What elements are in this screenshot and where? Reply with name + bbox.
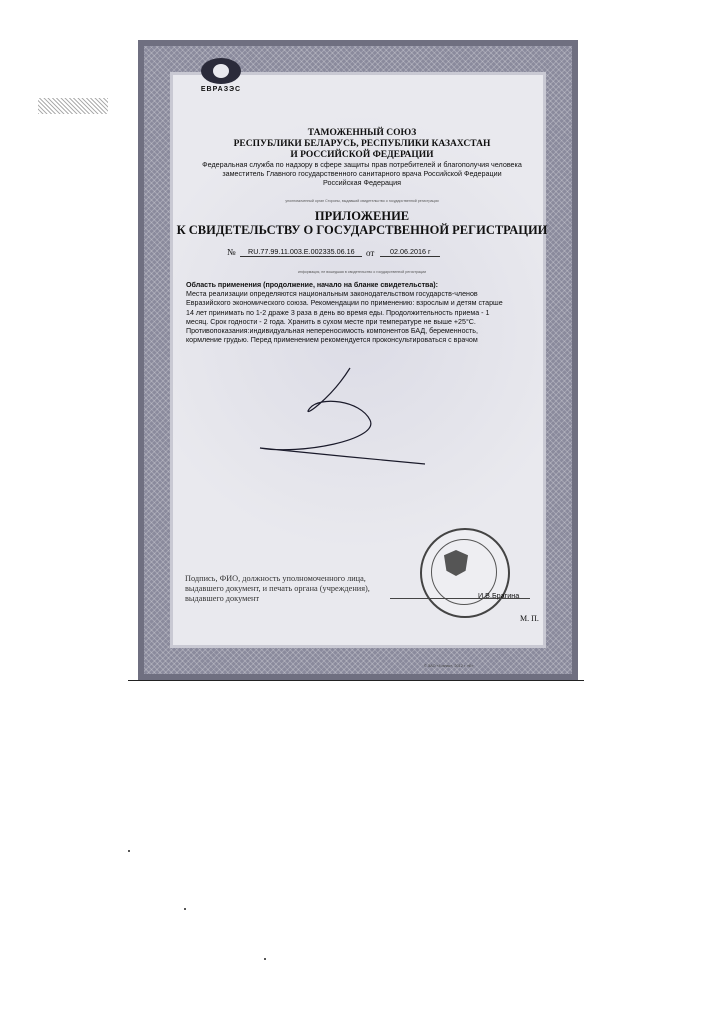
scan-speck [128,850,130,852]
signature-caption: Подпись, ФИО, должность уполномоченного лица, выдавшего документ, и печать органа (учреждения), выдавшего документ [185,574,370,603]
official-stamp [420,528,510,618]
signatory-name: И.В.Брагина [478,591,520,600]
eurasec-logo [196,58,246,93]
registration-date: 02.06.2016 г [390,247,431,256]
agency-line-1: Федеральная служба по надзору в сфере защиты прав потребителей и благополучия человека [202,160,522,169]
logo-text: ЕВРАЗЭС [200,86,242,93]
title-line-2: К СВИДЕТЕЛЬСТВУ О ГОСУДАРСТВЕННОЙ РЕГИСТРАЦИИ [176,223,548,237]
info-caption: информация, не вошедшая в свидетельство о государственной регистрации [297,270,427,274]
scope-text: Места реализации определяются национальным законодательством государств-членов Евразийского экономического союза. Рекомендации по применению: взрослым и детям старше 14 лет принимать по 1-2 драже 3 раза в день во время еды. Продолжительность приема - 1 месяц. Срок годности - 2 года. Хранить в сухом месте при температуре не выше +25°С. Противопоказания:индивидуальная непереносимость компонентов БАД, беременность, кормление грудью. Перед применением рекомендуется проконсультироваться с врачом [186,290,503,345]
authority-caption: уполномоченный орган Стороны, выдавший свидетельство о государственной регистрации [285,199,439,203]
scan-speck [184,908,186,910]
scan-speck [264,958,266,960]
title-line-1: ПРИЛОЖЕНИЕ [314,209,410,223]
scope-heading: Область применения (продолжение, начало на бланке свидетельства): [186,281,438,289]
number-underline [240,256,362,257]
handwritten-signature [240,360,440,470]
number-label: № [227,247,236,257]
stamp-place-label: М. П. [520,614,539,623]
date-label: от [366,248,375,258]
agency-line-2: заместитель Главного государственного санитарного врача Российской Федерации [222,169,502,178]
registration-number: RU.77.99.11.003.Е.002335.06.16 [248,247,355,256]
agency-line-3: Российская Федерация [323,178,401,187]
eurasec-emblem-icon [201,58,241,84]
printer-footer: © ЗАО «Гознак», 2012 г. «Б» [424,664,474,668]
date-underline [380,256,440,257]
header-line-3: И РОССИЙСКОЙ ФЕДЕРАЦИИ [290,150,434,160]
scan-edge-line [128,680,584,681]
header-line-2: РЕСПУБЛИКИ БЕЛАРУСЬ, РЕСПУБЛИКИ КАЗАХСТАН [233,139,491,149]
header-line-1: ТАМОЖЕННЫЙ СОЮЗ [307,128,417,138]
scope-section [186,281,508,345]
security-hatch-pattern [38,98,108,114]
